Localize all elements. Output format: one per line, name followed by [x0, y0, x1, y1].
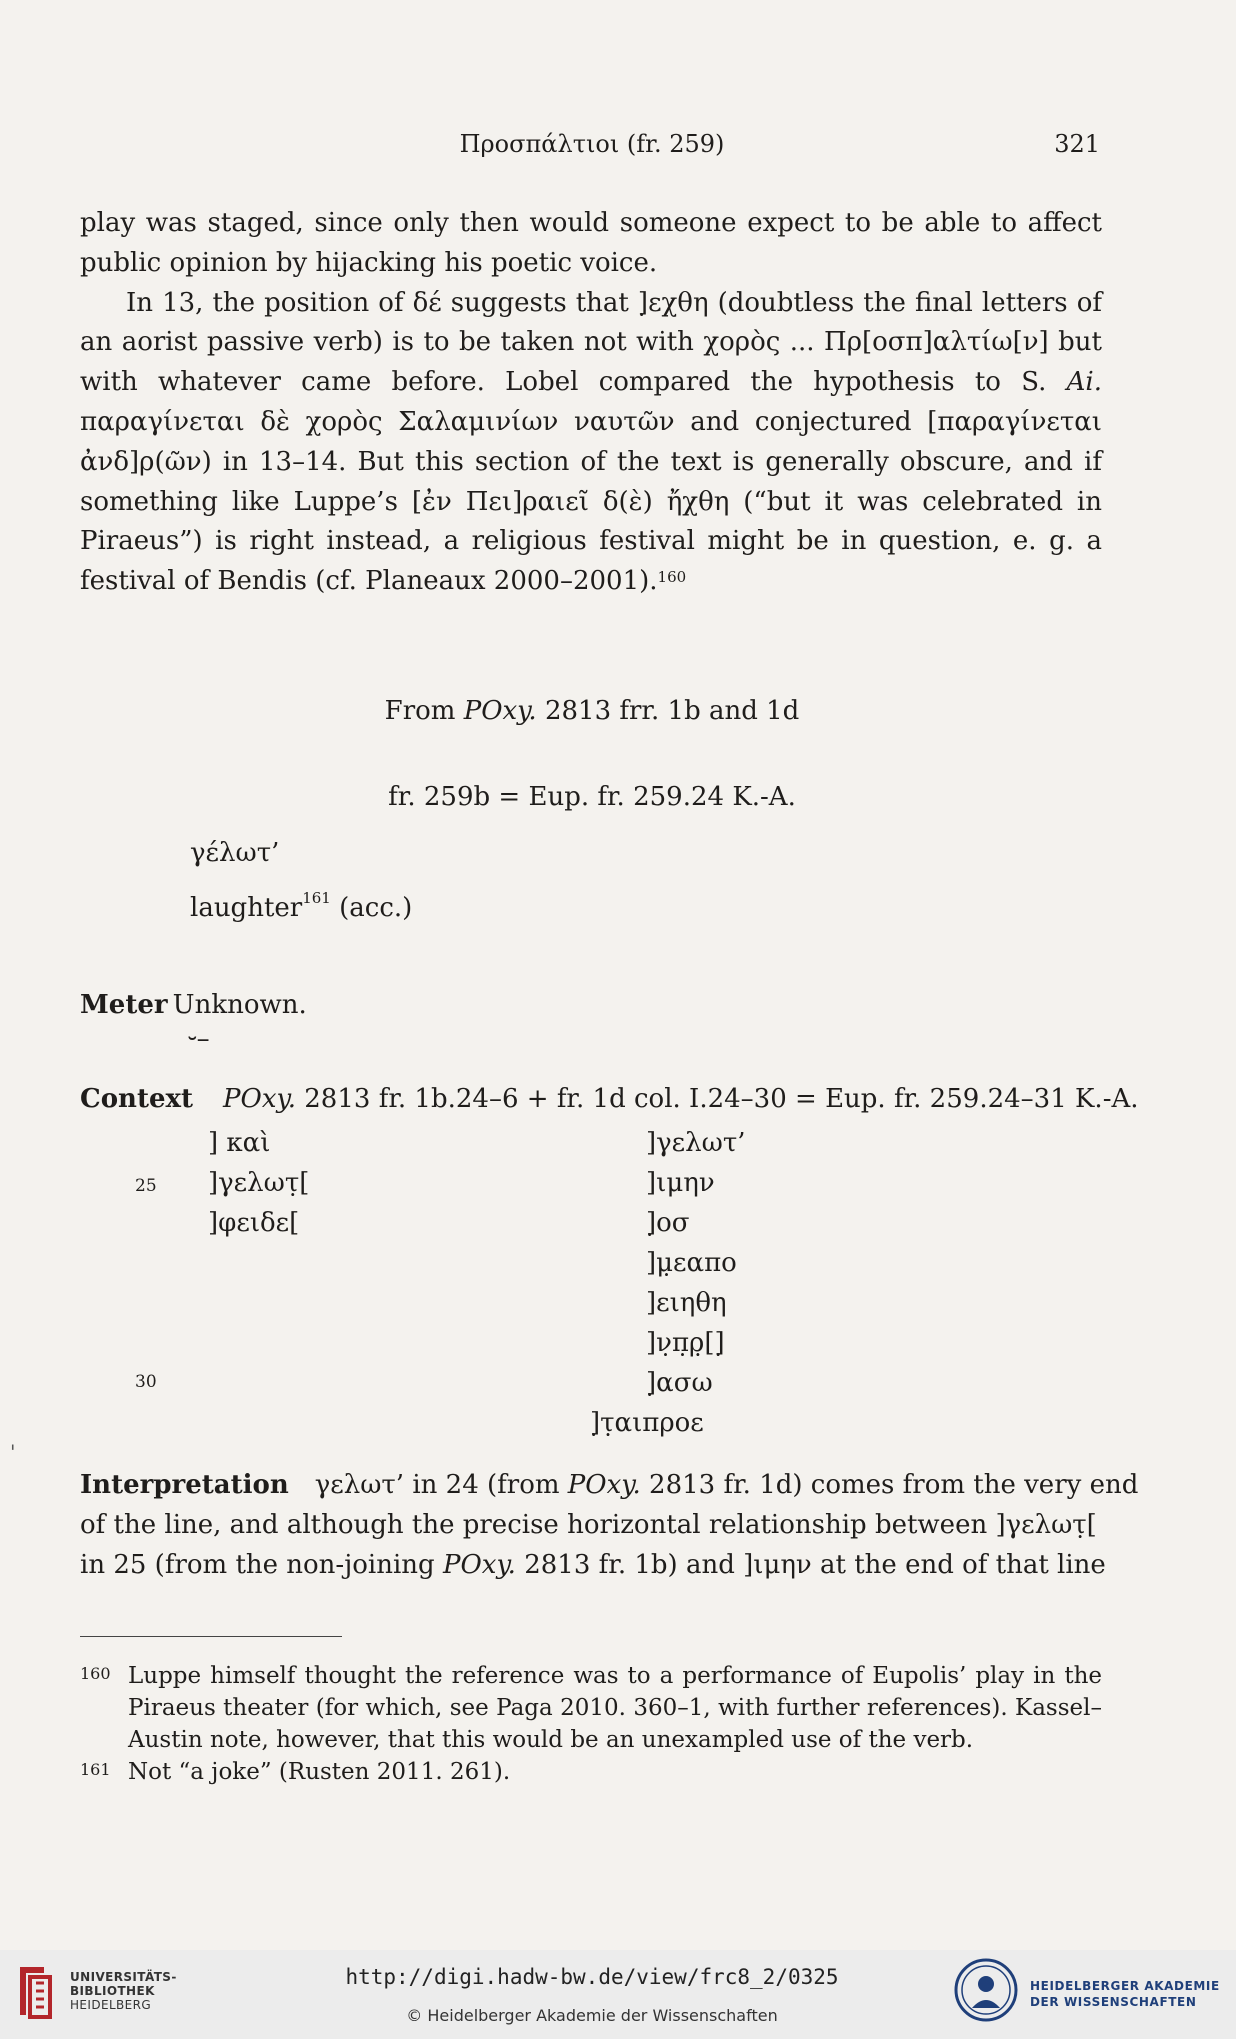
papyrus-right-line: ]ιμην: [646, 1168, 715, 1198]
papyrus-right-line: ]̣οσ: [646, 1208, 690, 1238]
papyrus-right-line: ]μ̣εαπο: [646, 1248, 737, 1278]
permalink-url[interactable]: http://digi.hadw-bw.de/view/frc8_2/0325: [345, 1965, 839, 1989]
paragraph-2: In 13, the position of δέ suggests that ]̣εχθη (doubtless the final letters of an aorist passive verb) is to be taken not with χορὸς ... Πρ[οσπ]αλτίω[ν] but with whatever came before. Lobel compared the hypothesis to S. Ai. παραγίνεται δὲ χορὸς Σαλαμινίων ναυτῶν and conjectured [παραγίνεται ἀνδ]ρ(ῶν) in 13–14. But this section of the text is generally obscure, and if something like Luppe’s [ἐν Πει]ραιεῖ δ(ὲ) ἤχθη (“but it was celebrated in Piraeus”) is right instead, a religious festival might be in question, e. g. a festival of Bendis (cf. Planeaux 2000–2001).$^{160}$: [80, 287, 1102, 597]
footnote-number: 160: [80, 1664, 111, 1683]
context-label: Context: [80, 1084, 194, 1114]
interpretation-line-3: in 25 (from the non-joining POxy. 2813 fr. 1b) and ]ιμην at the end of that line: [80, 1550, 1106, 1580]
papyrus-right-line: ]̣τ̣αιπροε: [590, 1408, 704, 1438]
fragment-translation: laughter$^{161}$ (acc.): [190, 889, 413, 923]
copyright-notice: © Heidelberger Akademie der Wissenschaften: [406, 2006, 778, 2025]
line-number: 30: [135, 1372, 157, 1392]
meter-value: Unknown.: [172, 990, 307, 1020]
fragment-greek: γέλωτ’: [190, 838, 280, 868]
context-line: Context POxy. 2813 fr. 1b.24–6 + fr. 1d col. I.24–30 = Eup. fr. 259.24–31 K.-A.: [80, 1084, 1139, 1114]
meter-label: Meter: [80, 990, 168, 1020]
paragraph-1: play was staged, since only then would someone expect to be able to affect public opinion by hijacking his poetic voice.: [80, 208, 1102, 278]
papyrus-right-line: ]̣ασω: [646, 1368, 713, 1398]
scan-mark: ': [10, 1440, 16, 1464]
meter-scansion: ⏑–: [188, 1024, 210, 1054]
interpretation-label: Interpretation: [80, 1470, 289, 1500]
papyrus-left-line: ]φειδε[: [208, 1208, 300, 1238]
running-title: Προσπάλτιοι (fr. 259): [459, 130, 725, 158]
meter-line: [80, 990, 307, 1020]
footnote-text: Luppe himself thought the reference was to a performance of Eupolis’ play in the Piraeus theater (for which, see Paga 2010. 360–1, with further references). Kassel–Austin note, however, that this would be an unexampled use of the verb.: [128, 1663, 1102, 1753]
papyrus-left-line: ] καὶ: [208, 1128, 271, 1158]
footnote-number: 161: [80, 1760, 111, 1779]
commentary-text: [80, 204, 1102, 602]
footnote-160: [80, 1660, 1102, 1756]
footnote-ref-160: 160: [657, 568, 687, 587]
fragment-heading: fr. 259b = Eup. fr. 259.24 K.-A.: [388, 782, 796, 812]
papyrus-right-line: ]γελωτ’: [646, 1128, 746, 1158]
interpretation-line-1: Interpretation γελωτ’ in 24 (from POxy. 2813 fr. 1d) comes from the very end: [80, 1470, 1139, 1500]
papyrus-right-line: ]ν̣π̣ρ̣[]̣: [646, 1328, 725, 1358]
footnote-ref-161: 161: [302, 889, 331, 907]
academy-seal-icon: [954, 1958, 1018, 2022]
papyrus-left-line: ]γελωτ̣[: [208, 1168, 310, 1198]
page-number: 321: [1054, 130, 1100, 158]
university-library-name: UNIVERSITÄTS- BIBLIOTHEK HEIDELBERG: [70, 1970, 177, 2012]
papyrus-right-line: ]ειηθη: [646, 1288, 727, 1318]
footnote-161: [80, 1756, 1102, 1788]
footnote-text: Not “a joke” (Rusten 2011. 261).: [128, 1759, 511, 1785]
academy-name: HEIDELBERGER AKADEMIE DER WISSENSCHAFTEN: [1030, 1979, 1220, 2009]
line-number: 25: [135, 1176, 157, 1196]
footnote-rule: [80, 1636, 342, 1637]
interpretation-line-2: of the line, and although the precise horizontal relationship between ]γελωτ̣[: [80, 1510, 1097, 1540]
section-heading: From POxy. 2813 frr. 1b and 1d: [384, 696, 800, 726]
